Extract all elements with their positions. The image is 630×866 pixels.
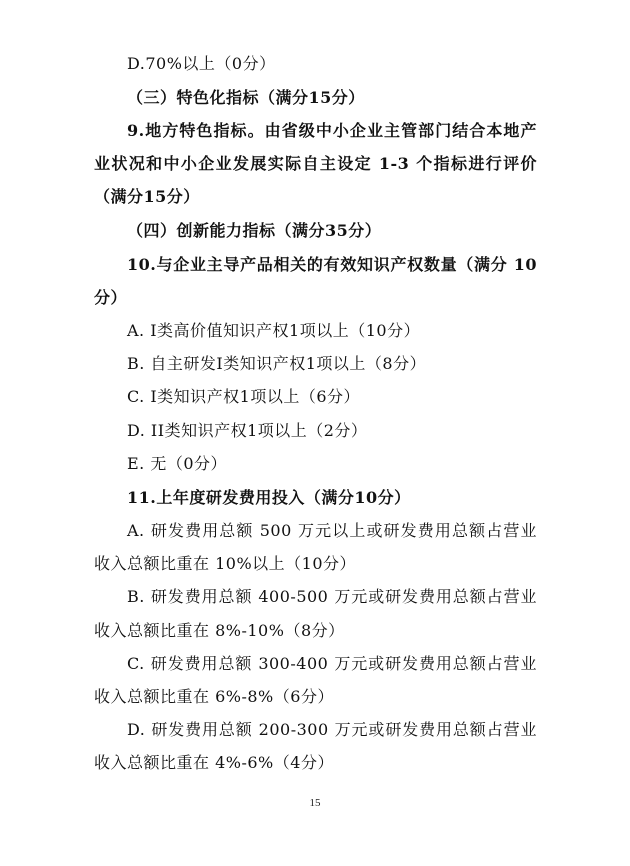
item-10-option-c: C. I类知识产权1项以上（6分） — [127, 387, 361, 406]
item-9-heading-line2: 业状况和中小企业发展实际自主设定 1-3 个指标进行评价 — [94, 154, 537, 173]
item-11-option-c-line2: 收入总额比重在 6%-8%（6分） — [94, 687, 334, 706]
item-10-option-d: D. II类知识产权1项以上（2分） — [127, 421, 368, 440]
item-11-option-a-line2: 收入总额比重在 10%以上（10分） — [94, 554, 357, 573]
item-10-option-a: A. I类高价值知识产权1项以上（10分） — [127, 321, 421, 340]
item-10-heading-line1: 10.与企业主导产品相关的有效知识产权数量（满分 10 — [127, 255, 537, 274]
item-11-option-d-line2: 收入总额比重在 4%-6%（4分） — [94, 753, 334, 772]
item-10-option-b: B. 自主研发I类知识产权1项以上（8分） — [127, 354, 427, 373]
section-heading-4: （四）创新能力指标（满分35分） — [127, 221, 382, 240]
option-d-70-percent: D.70%以上（0分） — [127, 54, 276, 73]
item-11-option-b-line1: B. 研发费用总额 400-500 万元或研发费用总额占营业 — [127, 587, 537, 606]
item-10-option-e: E. 无（0分） — [127, 454, 228, 473]
page-number: 15 — [309, 797, 321, 809]
section-heading-3: （三）特色化指标（满分15分） — [127, 88, 365, 107]
item-11-option-a-line1: A. 研发费用总额 500 万元以上或研发费用总额占营业 — [127, 521, 537, 540]
item-9-heading-line1: 9.地方特色指标。由省级中小企业主管部门结合本地产 — [127, 121, 537, 140]
item-11-option-c-line1: C. 研发费用总额 300-400 万元或研发费用总额占营业 — [127, 654, 537, 673]
item-11-heading: 11.上年度研发费用投入（满分10分） — [127, 488, 411, 507]
item-10-heading-line2: 分） — [94, 288, 128, 307]
item-9-heading-line3: （满分15分） — [94, 187, 200, 206]
item-11-option-b-line2: 收入总额比重在 8%-10%（8分） — [94, 621, 345, 640]
item-11-option-d-line1: D. 研发费用总额 200-300 万元或研发费用总额占营业 — [127, 720, 537, 739]
